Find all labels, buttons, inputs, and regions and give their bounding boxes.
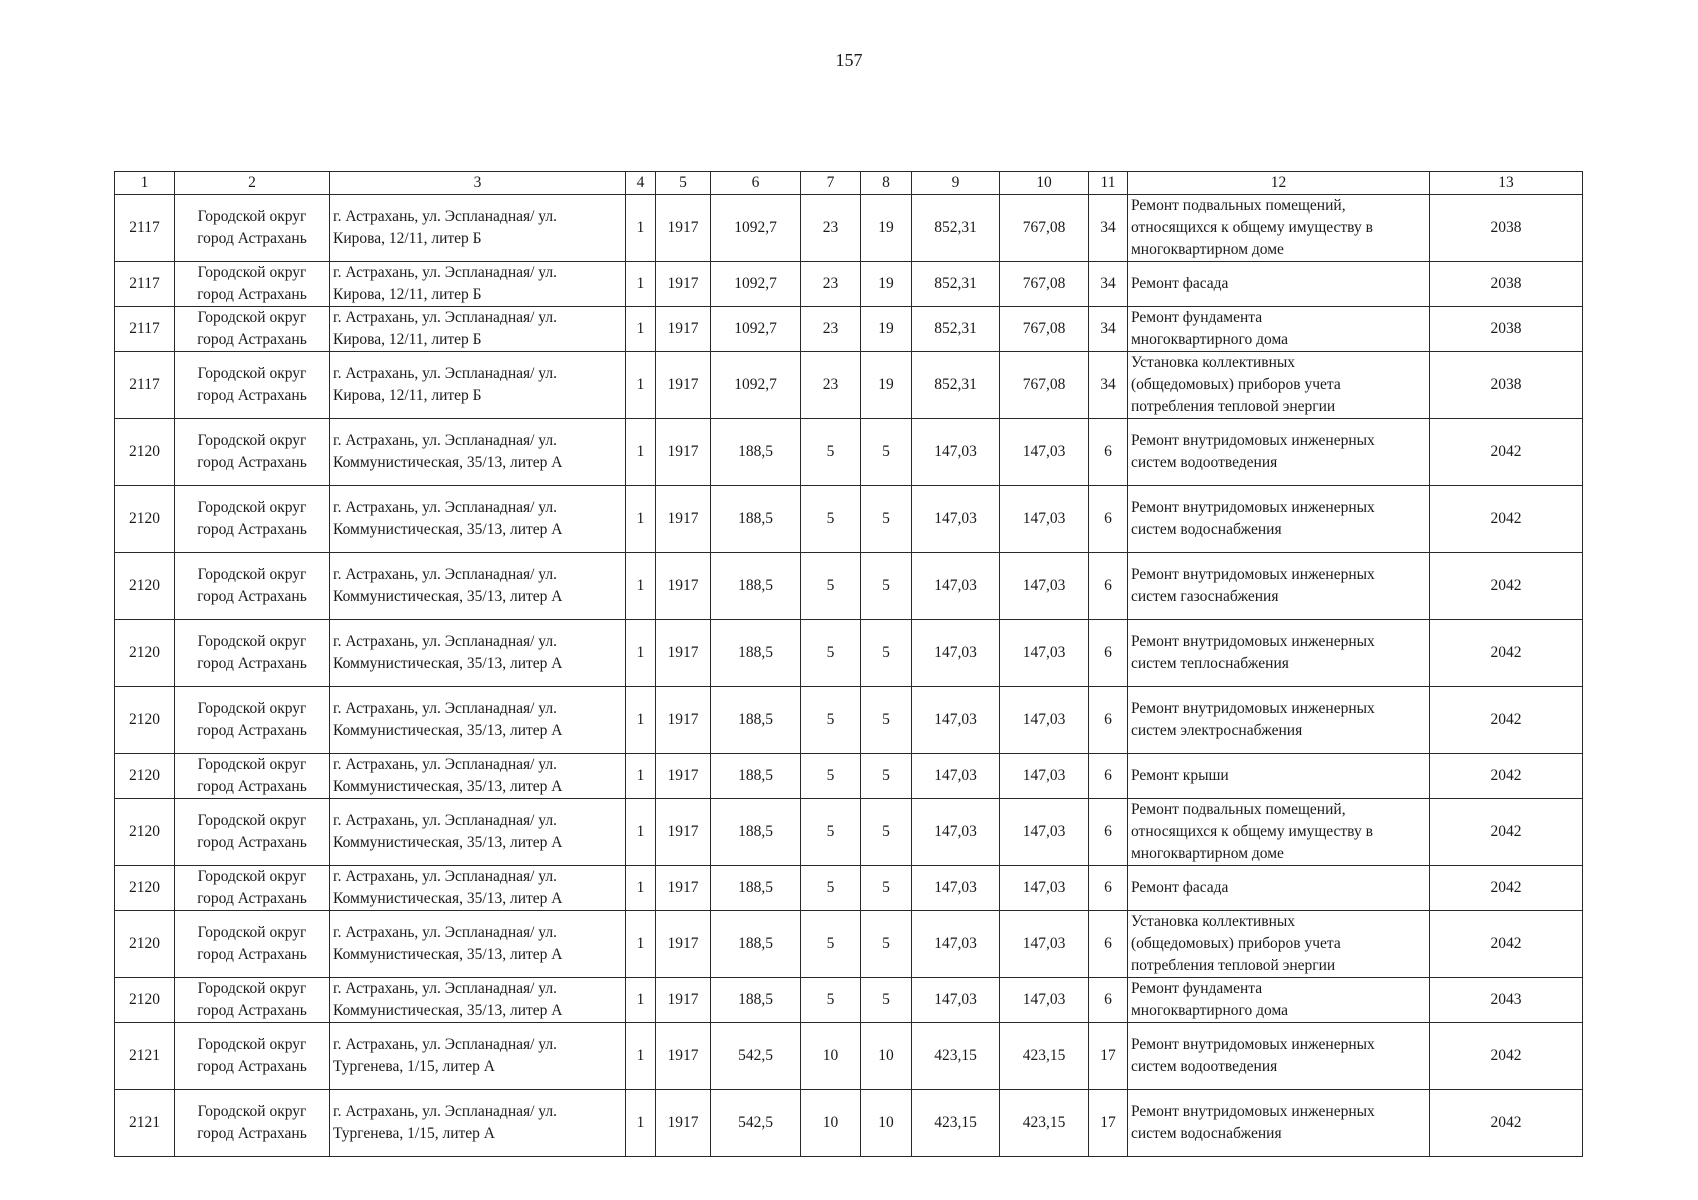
column-header: 13 — [1430, 172, 1583, 195]
cell-residential-area: 147,03 — [912, 911, 1000, 978]
cell-residential-area: 147,03 — [912, 486, 1000, 553]
cell-address: г. Астрахань, ул. Эспланадная/ ул. Кирова, 12/11, литер Б — [330, 262, 626, 307]
cell-municipality: Городской округ город Астрахань — [175, 486, 330, 553]
cell-municipality: Городской округ город Астрахань — [175, 1023, 330, 1090]
table-row — [115, 866, 1583, 911]
column-header: 1 — [115, 172, 175, 195]
cell-residents-count: 6 — [1089, 799, 1128, 866]
cell-residential-area: 147,03 — [912, 419, 1000, 486]
cell-apartments-residential: 5 — [861, 553, 912, 620]
cell-record-number: 2117 — [115, 195, 175, 262]
cell-build-year: 1917 — [656, 754, 711, 799]
cell-private-area: 147,03 — [1000, 687, 1089, 754]
register-table — [114, 171, 1583, 1157]
cell-apartments-residential: 5 — [861, 620, 912, 687]
column-header: 9 — [912, 172, 1000, 195]
cell-residential-area: 147,03 — [912, 620, 1000, 687]
cell-address: г. Астрахань, ул. Эспланадная/ ул. Коммунистическая, 35/13, литер А — [330, 486, 626, 553]
cell-building-count: 1 — [626, 486, 656, 553]
cell-residents-count: 34 — [1089, 195, 1128, 262]
column-header: 7 — [801, 172, 861, 195]
cell-residential-area: 147,03 — [912, 754, 1000, 799]
cell-apartments-residential: 10 — [861, 1090, 912, 1157]
cell-residential-area: 852,31 — [912, 262, 1000, 307]
cell-planned-year: 2042 — [1430, 1023, 1583, 1090]
cell-planned-year: 2042 — [1430, 687, 1583, 754]
cell-record-number: 2120 — [115, 620, 175, 687]
cell-municipality: Городской округ город Астрахань — [175, 1090, 330, 1157]
cell-apartments-residential: 5 — [861, 419, 912, 486]
cell-build-year: 1917 — [656, 553, 711, 620]
cell-work-type: Ремонт фасада — [1128, 262, 1430, 307]
cell-apartments-residential: 5 — [861, 911, 912, 978]
cell-building-count: 1 — [626, 799, 656, 866]
cell-planned-year: 2042 — [1430, 911, 1583, 978]
cell-apartments-total: 5 — [801, 866, 861, 911]
table-row — [115, 419, 1583, 486]
column-header: 6 — [711, 172, 801, 195]
cell-private-area: 147,03 — [1000, 799, 1089, 866]
cell-work-type: Ремонт фасада — [1128, 866, 1430, 911]
cell-apartments-total: 5 — [801, 620, 861, 687]
cell-private-area: 767,08 — [1000, 262, 1089, 307]
cell-municipality: Городской округ город Астрахань — [175, 687, 330, 754]
cell-residents-count: 34 — [1089, 352, 1128, 419]
cell-total-area: 1092,7 — [711, 195, 801, 262]
cell-planned-year: 2043 — [1430, 978, 1583, 1023]
cell-work-type: Ремонт фундамента многоквартирного дома — [1128, 307, 1430, 352]
cell-apartments-residential: 5 — [861, 754, 912, 799]
cell-municipality: Городской округ город Астрахань — [175, 754, 330, 799]
cell-private-area: 147,03 — [1000, 620, 1089, 687]
cell-record-number: 2120 — [115, 553, 175, 620]
cell-build-year: 1917 — [656, 687, 711, 754]
cell-total-area: 188,5 — [711, 754, 801, 799]
cell-residential-area: 147,03 — [912, 866, 1000, 911]
cell-planned-year: 2042 — [1430, 486, 1583, 553]
cell-apartments-total: 5 — [801, 486, 861, 553]
cell-total-area: 542,5 — [711, 1023, 801, 1090]
cell-address: г. Астрахань, ул. Эспланадная/ ул. Тургенева, 1/15, литер А — [330, 1090, 626, 1157]
cell-municipality: Городской округ город Астрахань — [175, 911, 330, 978]
cell-apartments-total: 5 — [801, 799, 861, 866]
cell-apartments-total: 5 — [801, 754, 861, 799]
cell-apartments-total: 23 — [801, 307, 861, 352]
cell-municipality: Городской округ город Астрахань — [175, 799, 330, 866]
cell-planned-year: 2042 — [1430, 553, 1583, 620]
cell-residents-count: 6 — [1089, 911, 1128, 978]
cell-work-type: Установка коллективных (общедомовых) приборов учета потребления тепловой энергии — [1128, 911, 1430, 978]
table-row — [115, 620, 1583, 687]
cell-total-area: 188,5 — [711, 419, 801, 486]
cell-apartments-total: 23 — [801, 195, 861, 262]
cell-address: г. Астрахань, ул. Эспланадная/ ул. Коммунистическая, 35/13, литер А — [330, 687, 626, 754]
cell-planned-year: 2038 — [1430, 307, 1583, 352]
cell-total-area: 188,5 — [711, 866, 801, 911]
table-row — [115, 799, 1583, 866]
cell-building-count: 1 — [626, 620, 656, 687]
cell-building-count: 1 — [626, 911, 656, 978]
cell-address: г. Астрахань, ул. Эспланадная/ ул. Коммунистическая, 35/13, литер А — [330, 799, 626, 866]
table-row — [115, 687, 1583, 754]
cell-residential-area: 147,03 — [912, 553, 1000, 620]
cell-record-number: 2120 — [115, 486, 175, 553]
column-header: 8 — [861, 172, 912, 195]
cell-work-type: Ремонт внутридомовых инженерных систем газоснабжения — [1128, 553, 1430, 620]
cell-residential-area: 852,31 — [912, 307, 1000, 352]
cell-build-year: 1917 — [656, 1023, 711, 1090]
column-header: 12 — [1128, 172, 1430, 195]
column-header: 10 — [1000, 172, 1089, 195]
cell-apartments-total: 5 — [801, 978, 861, 1023]
cell-residential-area: 852,31 — [912, 352, 1000, 419]
cell-residents-count: 34 — [1089, 262, 1128, 307]
cell-apartments-total: 5 — [801, 553, 861, 620]
cell-residents-count: 6 — [1089, 978, 1128, 1023]
cell-building-count: 1 — [626, 419, 656, 486]
cell-municipality: Городской округ город Астрахань — [175, 352, 330, 419]
cell-private-area: 767,08 — [1000, 352, 1089, 419]
cell-planned-year: 2042 — [1430, 419, 1583, 486]
cell-work-type: Ремонт внутридомовых инженерных систем электроснабжения — [1128, 687, 1430, 754]
cell-private-area: 147,03 — [1000, 754, 1089, 799]
cell-planned-year: 2038 — [1430, 195, 1583, 262]
cell-private-area: 147,03 — [1000, 866, 1089, 911]
cell-work-type: Ремонт внутридомовых инженерных систем водоснабжения — [1128, 486, 1430, 553]
cell-total-area: 188,5 — [711, 486, 801, 553]
cell-apartments-total: 10 — [801, 1090, 861, 1157]
cell-work-type: Ремонт крыши — [1128, 754, 1430, 799]
cell-residents-count: 6 — [1089, 486, 1128, 553]
cell-apartments-residential: 19 — [861, 352, 912, 419]
cell-residents-count: 17 — [1089, 1023, 1128, 1090]
cell-private-area: 147,03 — [1000, 911, 1089, 978]
cell-building-count: 1 — [626, 553, 656, 620]
cell-build-year: 1917 — [656, 486, 711, 553]
cell-residential-area: 147,03 — [912, 687, 1000, 754]
table-row — [115, 1090, 1583, 1157]
page-number: 157 — [835, 50, 863, 70]
cell-residential-area: 147,03 — [912, 978, 1000, 1023]
cell-address: г. Астрахань, ул. Эспланадная/ ул. Коммунистическая, 35/13, литер А — [330, 419, 626, 486]
cell-municipality: Городской округ город Астрахань — [175, 419, 330, 486]
cell-residents-count: 6 — [1089, 620, 1128, 687]
cell-planned-year: 2042 — [1430, 1090, 1583, 1157]
cell-apartments-residential: 19 — [861, 307, 912, 352]
cell-building-count: 1 — [626, 262, 656, 307]
cell-private-area: 147,03 — [1000, 978, 1089, 1023]
column-header: 2 — [175, 172, 330, 195]
column-header: 5 — [656, 172, 711, 195]
cell-apartments-residential: 10 — [861, 1023, 912, 1090]
cell-record-number: 2117 — [115, 307, 175, 352]
cell-building-count: 1 — [626, 687, 656, 754]
cell-building-count: 1 — [626, 1090, 656, 1157]
cell-municipality: Городской округ город Астрахань — [175, 866, 330, 911]
cell-apartments-residential: 5 — [861, 799, 912, 866]
cell-planned-year: 2042 — [1430, 866, 1583, 911]
cell-building-count: 1 — [626, 352, 656, 419]
cell-build-year: 1917 — [656, 799, 711, 866]
cell-private-area: 767,08 — [1000, 195, 1089, 262]
cell-build-year: 1917 — [656, 262, 711, 307]
cell-total-area: 1092,7 — [711, 307, 801, 352]
cell-residents-count: 6 — [1089, 687, 1128, 754]
cell-apartments-total: 5 — [801, 687, 861, 754]
cell-record-number: 2120 — [115, 978, 175, 1023]
cell-apartments-residential: 5 — [861, 978, 912, 1023]
cell-building-count: 1 — [626, 1023, 656, 1090]
table-row — [115, 486, 1583, 553]
cell-work-type: Ремонт подвальных помещений, относящихся к общему имуществу в многоквартирном доме — [1128, 799, 1430, 866]
table-row — [115, 1023, 1583, 1090]
cell-residential-area: 423,15 — [912, 1023, 1000, 1090]
cell-private-area: 147,03 — [1000, 486, 1089, 553]
cell-build-year: 1917 — [656, 1090, 711, 1157]
cell-residents-count: 6 — [1089, 419, 1128, 486]
cell-apartments-total: 5 — [801, 911, 861, 978]
cell-address: г. Астрахань, ул. Эспланадная/ ул. Коммунистическая, 35/13, литер А — [330, 978, 626, 1023]
cell-record-number: 2120 — [115, 687, 175, 754]
cell-build-year: 1917 — [656, 352, 711, 419]
cell-total-area: 188,5 — [711, 620, 801, 687]
cell-residents-count: 34 — [1089, 307, 1128, 352]
table-row — [115, 307, 1583, 352]
cell-total-area: 188,5 — [711, 687, 801, 754]
cell-municipality: Городской округ город Астрахань — [175, 262, 330, 307]
cell-apartments-total: 23 — [801, 352, 861, 419]
cell-record-number: 2117 — [115, 352, 175, 419]
cell-total-area: 1092,7 — [711, 352, 801, 419]
cell-residential-area: 423,15 — [912, 1090, 1000, 1157]
cell-address: г. Астрахань, ул. Эспланадная/ ул. Кирова, 12/11, литер Б — [330, 195, 626, 262]
cell-private-area: 767,08 — [1000, 307, 1089, 352]
cell-planned-year: 2042 — [1430, 754, 1583, 799]
cell-residents-count: 6 — [1089, 866, 1128, 911]
table-row — [115, 553, 1583, 620]
cell-build-year: 1917 — [656, 978, 711, 1023]
cell-address: г. Астрахань, ул. Эспланадная/ ул. Коммунистическая, 35/13, литер А — [330, 911, 626, 978]
cell-building-count: 1 — [626, 978, 656, 1023]
cell-building-count: 1 — [626, 195, 656, 262]
cell-residents-count: 17 — [1089, 1090, 1128, 1157]
cell-total-area: 188,5 — [711, 911, 801, 978]
cell-planned-year: 2038 — [1430, 262, 1583, 307]
cell-build-year: 1917 — [656, 419, 711, 486]
cell-apartments-total: 10 — [801, 1023, 861, 1090]
cell-residential-area: 147,03 — [912, 799, 1000, 866]
cell-address: г. Астрахань, ул. Эспланадная/ ул. Коммунистическая, 35/13, литер А — [330, 620, 626, 687]
cell-work-type: Ремонт внутридомовых инженерных систем теплоснабжения — [1128, 620, 1430, 687]
cell-private-area: 423,15 — [1000, 1090, 1089, 1157]
cell-build-year: 1917 — [656, 307, 711, 352]
cell-private-area: 423,15 — [1000, 1023, 1089, 1090]
column-header: 4 — [626, 172, 656, 195]
cell-apartments-residential: 5 — [861, 866, 912, 911]
cell-work-type: Ремонт фундамента многоквартирного дома — [1128, 978, 1430, 1023]
cell-work-type: Ремонт внутридомовых инженерных систем водоснабжения — [1128, 1090, 1430, 1157]
cell-residents-count: 6 — [1089, 553, 1128, 620]
cell-work-type: Ремонт подвальных помещений, относящихся к общему имуществу в многоквартирном доме — [1128, 195, 1430, 262]
cell-work-type: Установка коллективных (общедомовых) приборов учета потребления тепловой энергии — [1128, 352, 1430, 419]
cell-residents-count: 6 — [1089, 754, 1128, 799]
cell-apartments-residential: 19 — [861, 262, 912, 307]
cell-total-area: 188,5 — [711, 799, 801, 866]
cell-private-area: 147,03 — [1000, 553, 1089, 620]
cell-private-area: 147,03 — [1000, 419, 1089, 486]
cell-address: г. Астрахань, ул. Эспланадная/ ул. Коммунистическая, 35/13, литер А — [330, 866, 626, 911]
table-row — [115, 352, 1583, 419]
table-row — [115, 754, 1583, 799]
cell-address: г. Астрахань, ул. Эспланадная/ ул. Кирова, 12/11, литер Б — [330, 352, 626, 419]
table-row — [115, 911, 1583, 978]
table-row — [115, 978, 1583, 1023]
cell-record-number: 2117 — [115, 262, 175, 307]
cell-build-year: 1917 — [656, 911, 711, 978]
cell-building-count: 1 — [626, 307, 656, 352]
cell-record-number: 2120 — [115, 866, 175, 911]
cell-municipality: Городской округ город Астрахань — [175, 195, 330, 262]
cell-building-count: 1 — [626, 866, 656, 911]
cell-planned-year: 2042 — [1430, 799, 1583, 866]
cell-planned-year: 2038 — [1430, 352, 1583, 419]
cell-apartments-residential: 19 — [861, 195, 912, 262]
cell-municipality: Городской округ город Астрахань — [175, 620, 330, 687]
cell-build-year: 1917 — [656, 620, 711, 687]
cell-municipality: Городской округ город Астрахань — [175, 553, 330, 620]
cell-work-type: Ремонт внутридомовых инженерных систем водоотведения — [1128, 1023, 1430, 1090]
table-row — [115, 195, 1583, 262]
cell-planned-year: 2042 — [1430, 620, 1583, 687]
column-header: 11 — [1089, 172, 1128, 195]
cell-record-number: 2120 — [115, 911, 175, 978]
cell-apartments-residential: 5 — [861, 486, 912, 553]
cell-record-number: 2120 — [115, 754, 175, 799]
cell-apartments-total: 23 — [801, 262, 861, 307]
cell-record-number: 2120 — [115, 419, 175, 486]
column-header: 3 — [330, 172, 626, 195]
cell-total-area: 188,5 — [711, 553, 801, 620]
cell-apartments-total: 5 — [801, 419, 861, 486]
cell-building-count: 1 — [626, 754, 656, 799]
cell-record-number: 2121 — [115, 1090, 175, 1157]
cell-address: г. Астрахань, ул. Эспланадная/ ул. Тургенева, 1/15, литер А — [330, 1023, 626, 1090]
cell-total-area: 542,5 — [711, 1090, 801, 1157]
cell-residential-area: 852,31 — [912, 195, 1000, 262]
column-number-row — [115, 172, 1583, 195]
cell-record-number: 2120 — [115, 799, 175, 866]
cell-build-year: 1917 — [656, 866, 711, 911]
cell-municipality: Городской округ город Астрахань — [175, 978, 330, 1023]
cell-record-number: 2121 — [115, 1023, 175, 1090]
cell-municipality: Городской округ город Астрахань — [175, 307, 330, 352]
cell-address: г. Астрахань, ул. Эспланадная/ ул. Коммунистическая, 35/13, литер А — [330, 553, 626, 620]
cell-total-area: 1092,7 — [711, 262, 801, 307]
table-row — [115, 262, 1583, 307]
cell-apartments-residential: 5 — [861, 687, 912, 754]
cell-address: г. Астрахань, ул. Эспланадная/ ул. Кирова, 12/11, литер Б — [330, 307, 626, 352]
table-body — [115, 195, 1583, 1157]
cell-total-area: 188,5 — [711, 978, 801, 1023]
cell-work-type: Ремонт внутридомовых инженерных систем водоотведения — [1128, 419, 1430, 486]
cell-address: г. Астрахань, ул. Эспланадная/ ул. Коммунистическая, 35/13, литер А — [330, 754, 626, 799]
cell-build-year: 1917 — [656, 195, 711, 262]
